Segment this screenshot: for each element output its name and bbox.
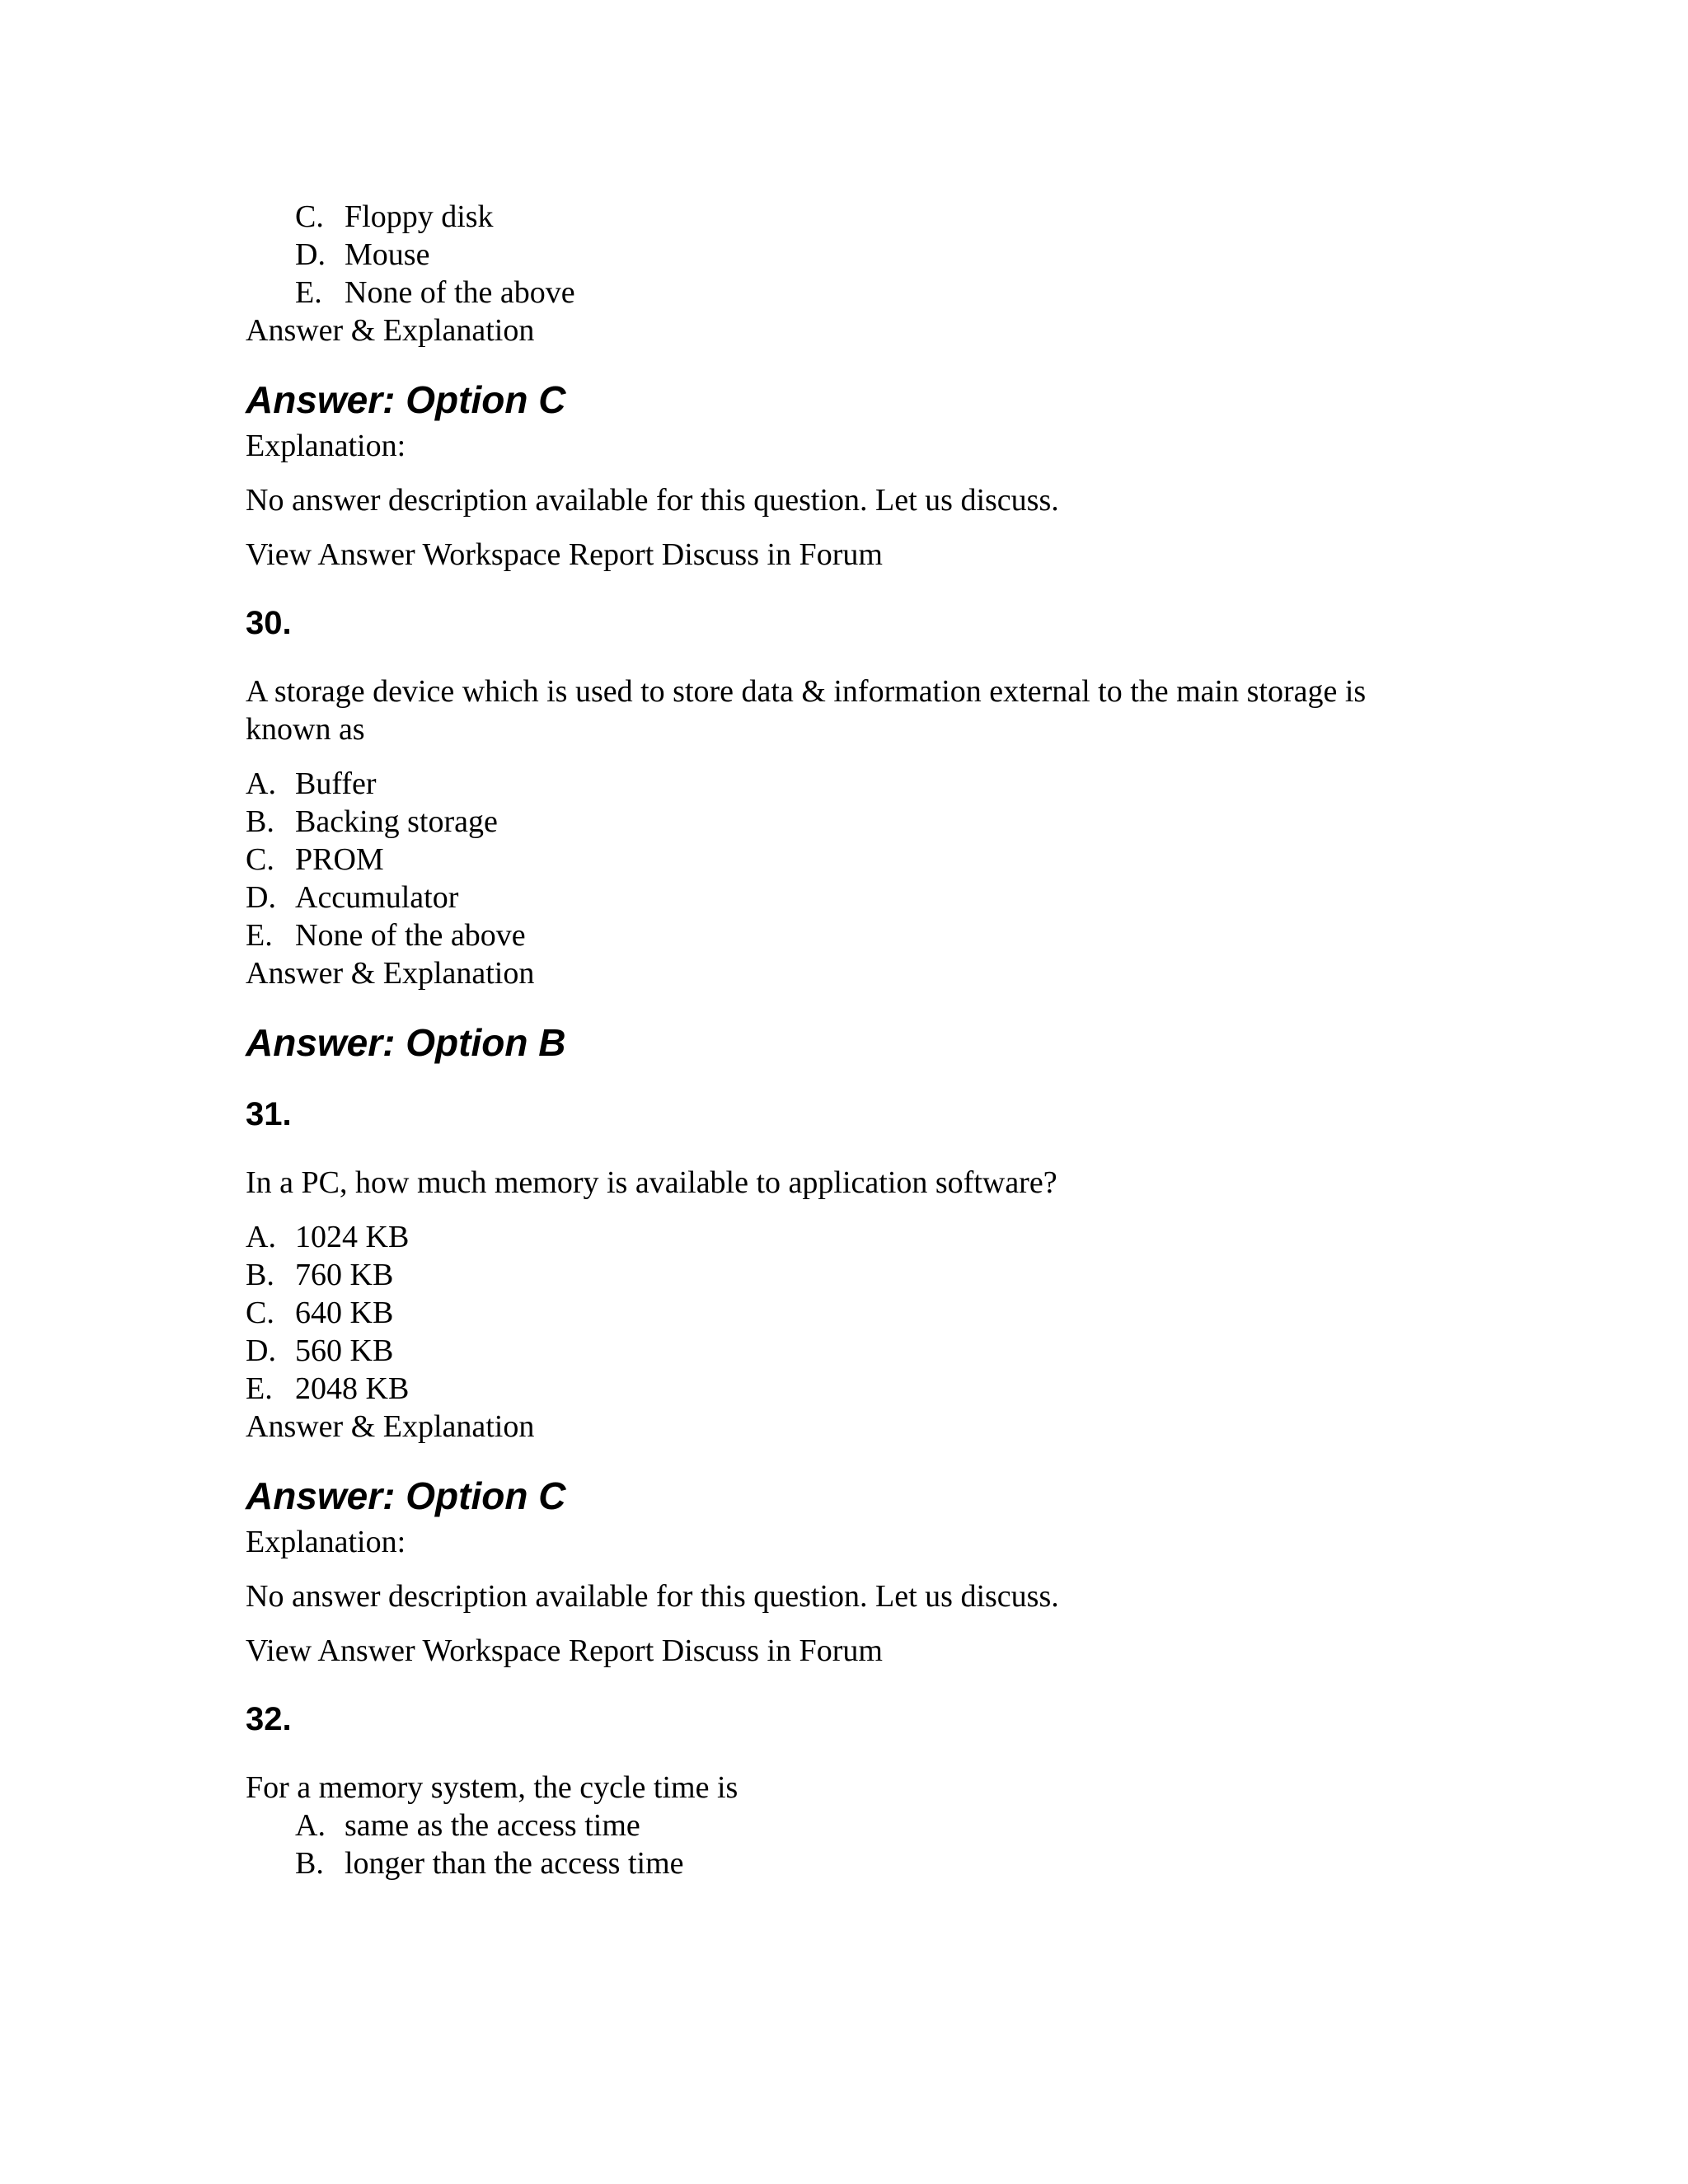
option-e[interactable] [246,916,1449,954]
explanation-label: Explanation: [246,429,406,463]
option-letter: E. [246,918,273,953]
question-number: 31. [246,1096,292,1132]
option-letter: B. [246,804,274,839]
option-letter: A. [246,1220,276,1254]
option-b[interactable] [246,1256,1449,1294]
discuss-link[interactable]: Discuss in Forum [661,537,883,572]
answer-heading: Answer: Option C [246,378,566,421]
view-answer-link[interactable]: View Answer [246,537,415,572]
option-letter: B. [295,1846,324,1881]
question-31 [246,1094,1449,1670]
question-number: 30. [246,605,292,641]
view-answer-link[interactable]: View Answer [246,1633,415,1668]
option-letter: E. [246,1371,273,1406]
answer-explanation-toggle[interactable]: Answer & Explanation [246,956,535,991]
option-text: Accumulator [295,880,459,915]
answer-explanation-toggle[interactable]: Answer & Explanation [246,313,535,348]
option-d[interactable] [246,1332,1449,1370]
option-text: same as the access time [345,1808,640,1843]
option-text: 560 KB [295,1333,394,1368]
option-letter: D. [295,237,326,272]
option-text: PROM [295,842,384,877]
question-text: In a PC, how much memory is available to application software? [246,1165,1057,1200]
option-text: 2048 KB [295,1371,410,1406]
option-a[interactable] [246,1807,1449,1844]
question-32 [246,1699,1449,1882]
option-c[interactable] [246,198,1449,236]
report-link[interactable]: Report [568,537,654,572]
option-letter: E. [295,275,322,310]
answer-links [246,536,1449,574]
option-e[interactable] [246,1370,1449,1408]
answer-links [246,1632,1449,1670]
option-a[interactable] [246,765,1449,803]
option-e[interactable] [246,274,1449,312]
option-text: 1024 KB [295,1220,410,1254]
option-b[interactable] [246,803,1449,841]
discuss-link[interactable]: Discuss in Forum [661,1633,883,1668]
option-a[interactable] [246,1218,1449,1256]
explanation-label: Explanation: [246,1525,406,1559]
option-text: Buffer [295,766,377,801]
document-page [246,198,1449,1882]
option-letter: D. [246,880,276,915]
option-letter: C. [246,842,274,877]
explanation-text: No answer description available for this question. Let us discuss. [246,1579,1059,1614]
option-b[interactable] [246,1844,1449,1882]
question-text: For a memory system, the cycle time is [246,1770,738,1805]
option-letter: A. [295,1808,326,1843]
answer-heading: Answer: Option C [246,1474,566,1517]
answer-explanation-toggle[interactable]: Answer & Explanation [246,1409,535,1444]
option-text: None of the above [345,275,575,310]
answer-heading: Answer: Option B [246,1021,566,1064]
option-letter: A. [246,766,276,801]
option-text: Floppy disk [345,199,494,234]
option-c[interactable] [246,841,1449,879]
option-text: longer than the access time [345,1846,684,1881]
option-c[interactable] [246,1294,1449,1332]
option-text: 640 KB [295,1296,394,1330]
workspace-link[interactable]: Workspace [422,537,561,572]
question-number: 32. [246,1701,292,1737]
option-text: Mouse [345,237,430,272]
question-29-tail [246,198,1449,574]
option-text: None of the above [295,918,526,953]
option-text: Backing storage [295,804,498,839]
workspace-link[interactable]: Workspace [422,1633,561,1668]
question-text: A storage device which is used to store data & information external to the main storage is known as [246,674,1367,747]
option-letter: C. [246,1296,274,1330]
question-30 [246,603,1449,1065]
option-d[interactable] [246,879,1449,916]
option-letter: C. [295,199,324,234]
explanation-text: No answer description available for this question. Let us discuss. [246,483,1059,518]
option-letter: D. [246,1333,276,1368]
option-d[interactable] [246,236,1449,274]
option-text: 760 KB [295,1258,394,1292]
report-link[interactable]: Report [568,1633,654,1668]
option-letter: B. [246,1258,274,1292]
